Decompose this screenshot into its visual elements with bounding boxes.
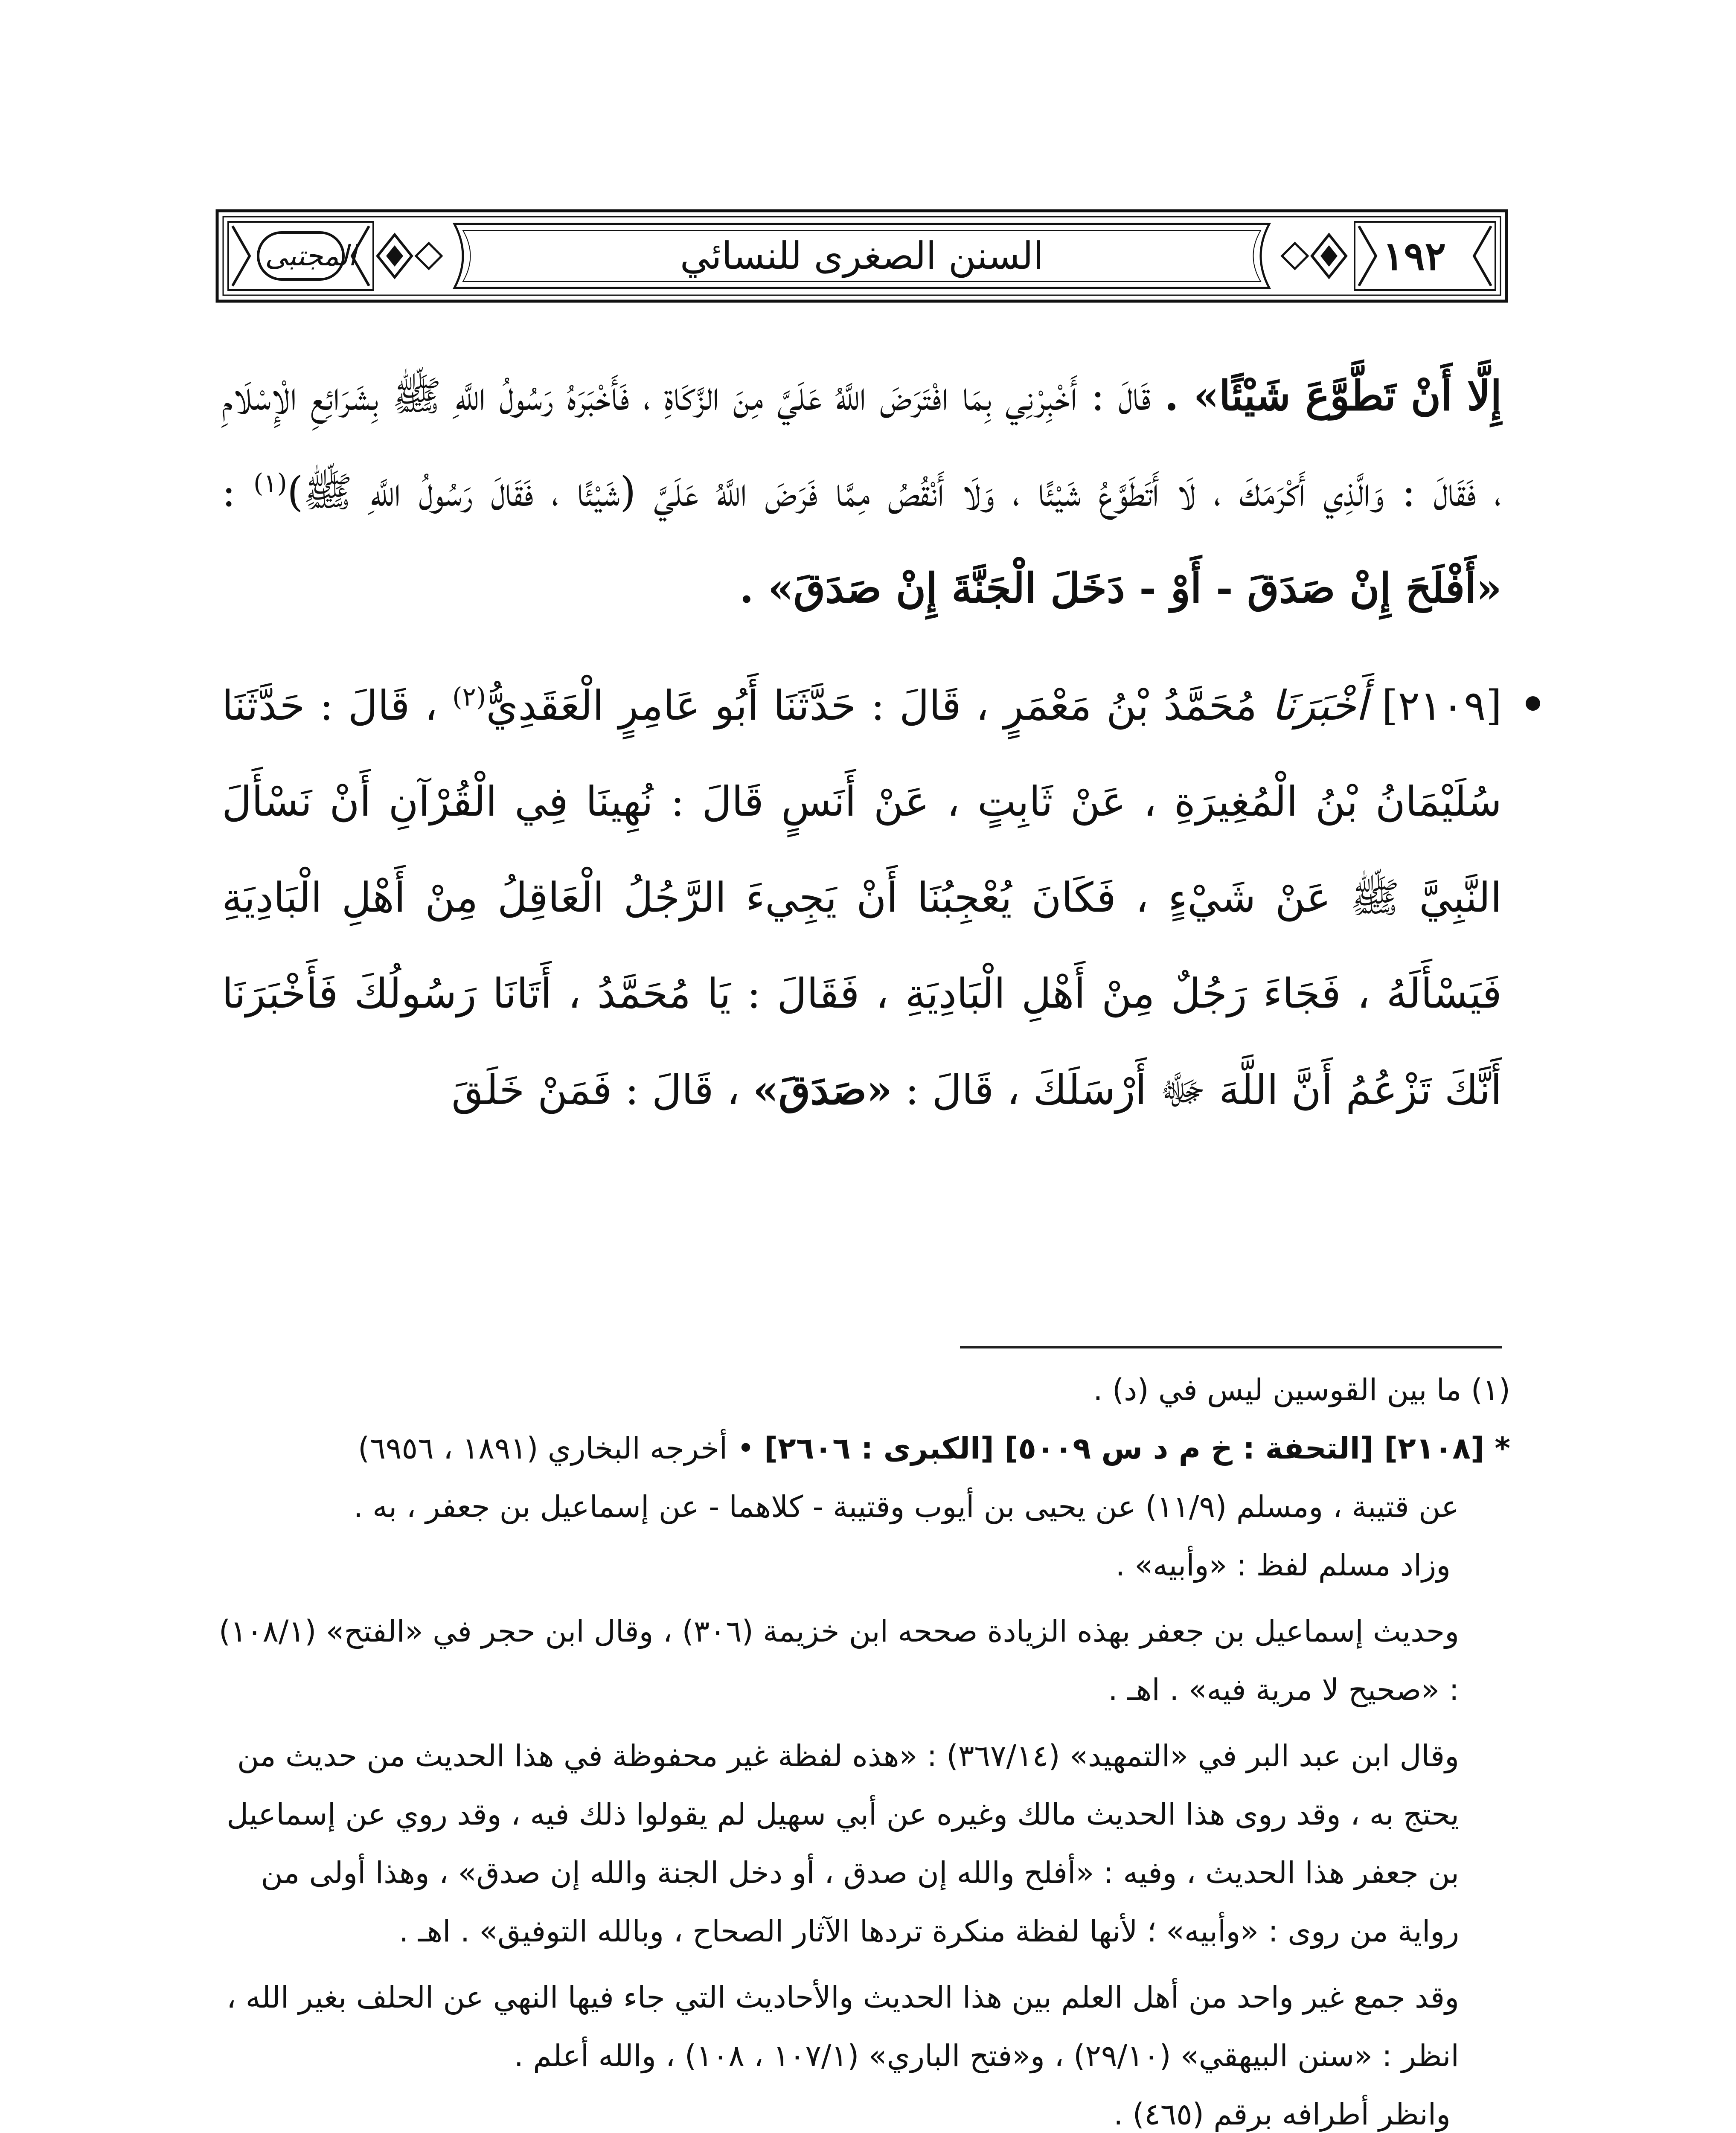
hadith-number: [٢١٠٩] [1381, 682, 1502, 729]
takhrij-line-3: وزاد مسلم لفظ : «وأبيه» . [1115, 1548, 1451, 1583]
narration-colon: : [222, 468, 253, 516]
paragraph-continued-hadith [222, 348, 1502, 636]
spacer [213, 1595, 1510, 1602]
isnad-text: مُحَمَّدُ بْنُ مَعْمَرٍ ، قَالَ : حَدَّثَنَا أَبُو عَامِرٍ الْعَقَدِيُّ [486, 682, 1257, 729]
right-knot-ornament [1282, 235, 1346, 277]
takhrij-line-2: عن قتيبة ، ومسلم (١١/٩) عن يحيى بن أيوب وقتيبة - كلاهما - عن إسماعيل بن جعفر ، به . [353, 1489, 1459, 1524]
takhrij-reference: * [٢١٠٨] [التحفة : خ م د س ٥٠٠٩] [الكبرى : ٢٦٠٦] [764, 1431, 1510, 1466]
akhbarana-word: أَخْبَرَنَا [1257, 682, 1382, 729]
footnote-marker-2: (٢) [452, 682, 486, 712]
prophet-speech-bold-end: «أَفْلَحَ إِنْ صَدَقَ - أَوْ - دَخَلَ الْجَنَّةَ إِنْ صَدَقَ» . [739, 564, 1502, 612]
page-header [215, 209, 1508, 303]
matn-text-end: ، قَالَ : فَمَنْ خَلَقَ [451, 1066, 753, 1114]
matn-text: ، قَالَ : حَدَّثَنَا سُلَيْمَانُ بْنُ الْمُغِيرَةِ ، عَنْ ثَابِتٍ ، عَنْ أَنَسٍ قَالَ : نُهِينَا فِي الْقُرْآنِ أَنْ نَسْأَلَ النَّبِيَّ ﷺ عَنْ شَيْءٍ ، فَكَانَ يُعْجِبُنَا أَنْ يَجِيءَ الرَّجُلُ الْعَاقِلُ مِنْ أَهْلِ الْبَادِيَةِ فَيَسْأَلَهُ ، فَجَاءَ رَجُلٌ مِنْ أَهْلِ الْبَادِيَةِ ، فَقَالَ : يَا مُحَمَّدُ ، أَتَانَا رَسُولُكَ فَأَخْبَرَنَا أَنَّكَ تَزْعُمُ أَنَّ اللَّهَ ﷻ أَرْسَلَكَ ، قَالَ : [222, 682, 1502, 1114]
left-knot-ornament [378, 235, 442, 277]
footnote-1: (١) ما بين القوسين ليس في (د) . [1093, 1372, 1510, 1407]
series-logo-text: المجتبى [265, 239, 356, 272]
spacer [213, 1961, 1510, 1968]
page-number: ١٩٢ [1382, 233, 1446, 279]
footnote-takhrij-2108 [213, 1419, 1510, 1478]
footnote-marker-1: (١) [253, 468, 287, 498]
spacer [213, 1719, 1510, 1727]
takhrij-bukhari: • أخرجه البخاري (١٨٩١ ، ٦٩٥٦) [358, 1431, 764, 1466]
footnotes [213, 1361, 1510, 2133]
takhrij-paragraph-atraf: وانظر أطرافه برقم (٤٦٥) . [1114, 2097, 1451, 2132]
takhrij-paragraph-reconciliation: وقد جمع غير واحد من أهل العلم بين هذا الحديث والأحاديث التي جاء فيها النهي عن الحلف بغير الله ، انظر : «سنن البيهقي» (٢٩/١٠) ، و«فتح الباري» (١٠٧/١ ، ١٠٨) ، والله أعلم . [226, 1980, 1459, 2073]
prophet-speech-sadaq: «صَدَقَ» [753, 1066, 893, 1114]
hadith-2109 [222, 658, 1502, 1138]
main-text [222, 348, 1502, 1138]
takhrij-paragraph-ibn-hajar: وحديث إسماعيل بن جعفر بهذه الزيادة صححه ابن خزيمة (٣٠٦) ، وقال ابن حجر في «الفتح» (١٠٨/١) : «صحيح لا مرية فيه» . اهـ . [218, 1614, 1459, 1707]
takhrij-paragraph-ibn-abd-al-barr: وقال ابن عبد البر في «التمهيد» (٣٦٧/١٤) : «هذه لفظة غير محفوظة في هذا الحديث من حديث من يحتج به ، وقد روى هذا الحديث مالك وغيره عن أبي سهيل لم يقولوا ذلك فيه ، وقد روي عن إسماعيل بن جعفر هذا الحديث ، وفيه : «أفلح والله إن صدق ، أو دخل الجنة والله إن صدق» ، وهذا أولى من رواية من روى : «وأبيه» ؛ لأنها لفظة منكرة تردها الآثار الصحاح ، وبالله التوفيق» . اهـ . [227, 1738, 1459, 1949]
narration-text: قَالَ : أَخْبِرْنِي بِمَا افْتَرَضَ اللَّهُ عَلَيَّ مِنَ الزَّكَاةِ ، فَأَخْبَرَهُ رَسُولُ اللَّهِ ﷺ بِشَرَائِعِ الْإِسْلَامِ ، فَقَالَ : وَالَّذِي أَكْرَمَكَ ، لَا أَتَطَوَّعُ شَيْئًا ، وَلَا أَنْقُصُ مِمَّا فَرَضَ اللَّهُ عَلَيَّ (شَيْئًا ، فَقَالَ رَسُولُ اللَّهِ ﷺ) [222, 372, 1502, 516]
bullet-dot-icon [1526, 696, 1540, 711]
prophet-speech-bold: إِلَّا أَنْ تَطَّوَّعَ شَيْئًا» . [1164, 372, 1502, 420]
footnote-divider [960, 1346, 1502, 1348]
book-title: السنن الصغرى للنسائي [680, 234, 1044, 278]
